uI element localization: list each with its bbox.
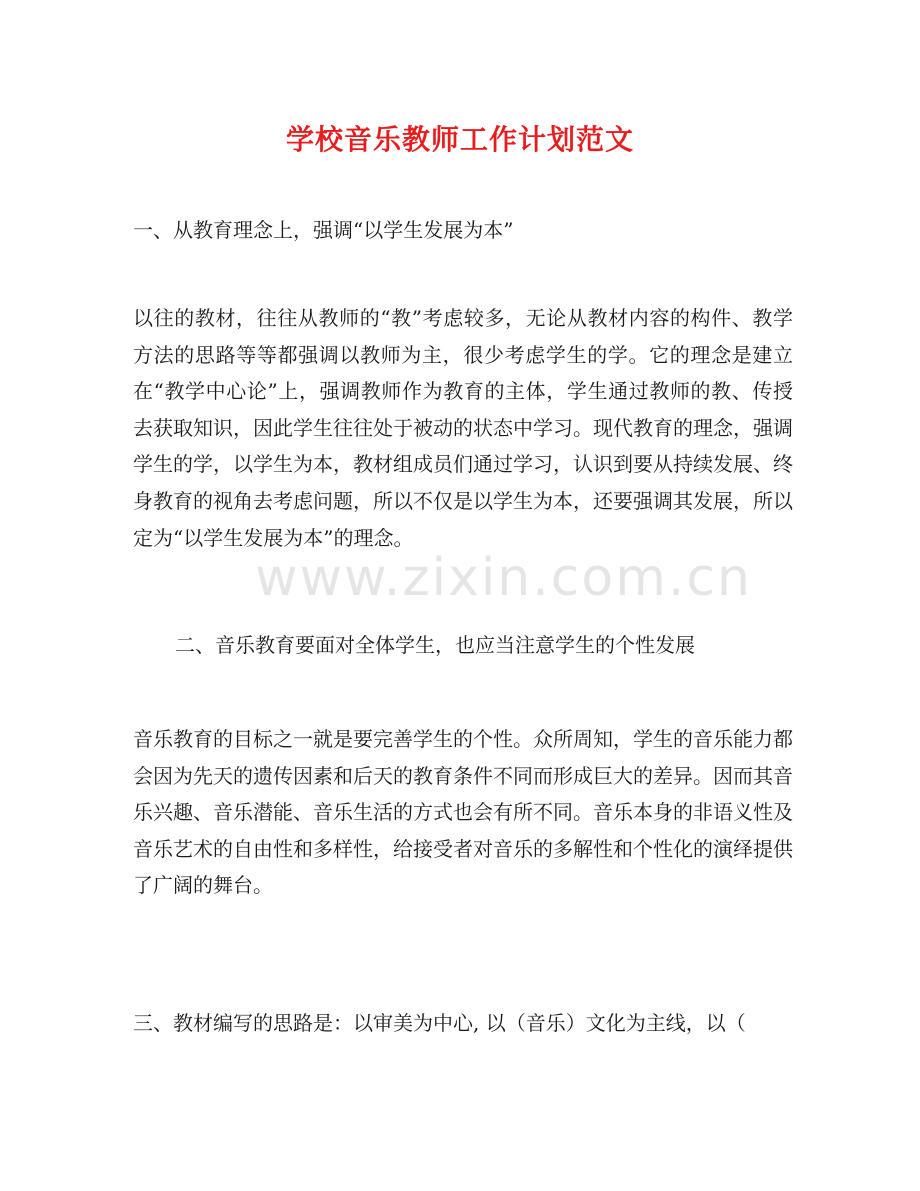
section-2-body: 音乐教育的目标之一就是要完善学生的个性。众所周知，学生的音乐能力都会因为先天的遗传因素和后天的教育条件不同而形成巨大的差异。因而其音乐兴趣、音乐潜能、音乐生活的方式也会有所不同。音乐本身的非语义性及音乐艺术的自由性和多样性，给接受者对音乐的多解性和个性化的演绎提供了广阔的舞台。 — [133, 727, 793, 898]
section-3-heading: 三、教材编写的思路是：以审美为中心, 以（音乐）文化为主线，以（ — [133, 1011, 746, 1035]
section-2-heading: 二、音乐教育要面对全体学生，也应当注意学生的个性发展 — [175, 633, 695, 657]
watermark: www.zixin.com.cn — [255, 548, 752, 608]
document-title: 学校音乐教师工作计划范文 — [285, 123, 634, 156]
section-1-body: 以往的教材，往往从教师的“教”考虑较多，无论从教材内容的构件、教学方法的思路等等都强调以教师为主，很少考虑学生的学。它的理念是建立在“教学中心论”上，强调教师作为教育的主体，学生通过教师的教、传授去获取知识，因此学生往往处于被动的状态中学习。现代教育的理念，强调学生的学，以学生为本，教材组成员们通过学习，认识到要从持续发展、终身教育的视角去考虑问题，所以不仅是以学生为本，还要强调其发展，所以定为“以学生发展为本”的理念。 — [133, 306, 793, 550]
section-1-heading: 一、从教育理念上，强调“以学生发展为本” — [133, 218, 514, 242]
